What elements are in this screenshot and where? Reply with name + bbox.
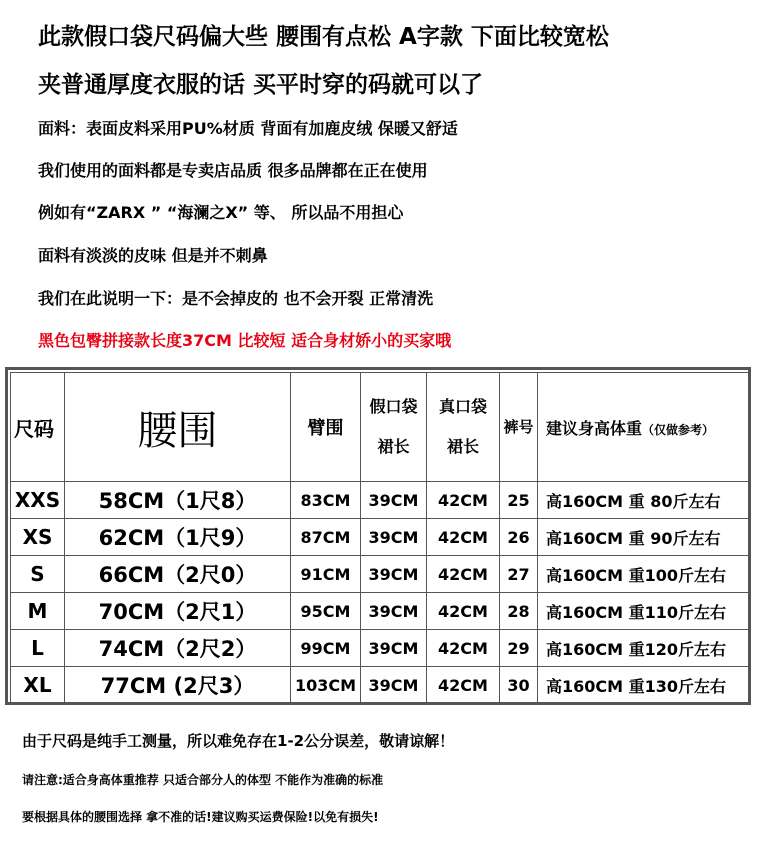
- body-line-quality: 我们使用的面料都是专卖店品质 很多品牌都在正在使用: [38, 161, 428, 180]
- header-real-pocket-bottom: 裙长: [446, 437, 479, 456]
- header-arm: 臂围: [291, 373, 361, 482]
- footer-measurement-note: 由于尺码是纯手工测量，所以难免存在1-2公分误差，敬请谅解！: [22, 732, 455, 750]
- cell-waist: 70CM（2尺1）: [65, 593, 291, 630]
- table-row: [11, 630, 749, 667]
- body-line-durability: 我们在此说明一下：是不会掉皮的 也不会开裂 正常清洗: [38, 289, 434, 308]
- table-header-row: [11, 373, 749, 482]
- highlight-line: 黑色包臀拼接款长度37CM 比较短 适合身材娇小的买家哦: [38, 331, 452, 350]
- cell-real-length: 42CM: [427, 667, 500, 704]
- table-row: [11, 593, 749, 630]
- cell-arm: 95CM: [291, 593, 361, 630]
- body-line-brands: 例如有“ZARX ” “海澜之X” 等、 所以品不用担心: [38, 203, 404, 222]
- cell-arm: 83CM: [291, 482, 361, 519]
- table-row: [11, 667, 749, 704]
- cell-fake-length: 39CM: [361, 593, 427, 630]
- header-real-pocket: [427, 373, 500, 482]
- size-table-frame: [5, 367, 751, 705]
- header-line-2: 夹普通厚度衣服的话 买平时穿的码就可以了: [38, 72, 484, 98]
- header-size: 尺码: [11, 373, 65, 482]
- cell-fake-length: 39CM: [361, 482, 427, 519]
- cell-size: M: [11, 593, 65, 630]
- cell-waist: 77CM (2尺3）: [65, 667, 291, 704]
- cell-height-weight: 高160CM 重130斤左右: [538, 667, 749, 704]
- table-row: [11, 519, 749, 556]
- cell-real-length: 42CM: [427, 593, 500, 630]
- header-height-weight-note: （仅做参考）: [642, 422, 715, 437]
- cell-fake-length: 39CM: [361, 556, 427, 593]
- cell-waist: 62CM（1尺9）: [65, 519, 291, 556]
- cell-arm: 91CM: [291, 556, 361, 593]
- cell-pants-no: 30: [500, 667, 538, 704]
- body-line-smell: 面料有淡淡的皮味 但是并不刺鼻: [38, 246, 268, 265]
- cell-size: L: [11, 630, 65, 667]
- cell-pants-no: 27: [500, 556, 538, 593]
- cell-real-length: 42CM: [427, 519, 500, 556]
- header-fake-pocket-top: 假口袋: [369, 397, 418, 416]
- footer-waist-advice: 要根据具体的腰围选择 拿不准的话!建议购买运费保险!以免有损失!: [22, 810, 379, 824]
- cell-size: XXS: [11, 482, 65, 519]
- header-fake-pocket-bottom: 裙长: [377, 437, 410, 456]
- header-real-pocket-top: 真口袋: [438, 397, 487, 416]
- cell-pants-no: 25: [500, 482, 538, 519]
- cell-arm: 103CM: [291, 667, 361, 704]
- cell-size: XL: [11, 667, 65, 704]
- table-row: [11, 482, 749, 519]
- size-table: [10, 372, 749, 704]
- cell-real-length: 42CM: [427, 482, 500, 519]
- table-row: [11, 556, 749, 593]
- cell-real-length: 42CM: [427, 556, 500, 593]
- cell-height-weight: 高160CM 重100斤左右: [538, 556, 749, 593]
- cell-height-weight: 高160CM 重120斤左右: [538, 630, 749, 667]
- cell-waist: 66CM（2尺0）: [65, 556, 291, 593]
- header-fake-pocket: [361, 373, 427, 482]
- cell-waist: 74CM（2尺2）: [65, 630, 291, 667]
- cell-real-length: 42CM: [427, 630, 500, 667]
- header-pants-no: 裤号: [500, 373, 538, 482]
- header-line-1: 此款假口袋尺码偏大些 腰围有点松 A字款 下面比较宽松: [38, 24, 609, 50]
- cell-size: S: [11, 556, 65, 593]
- footer-recommendation-note: 请注意:适合身高体重推荐 只适合部分人的体型 不能作为准确的标准: [22, 773, 384, 787]
- header-height-weight: [538, 373, 749, 482]
- cell-height-weight: 高160CM 重110斤左右: [538, 593, 749, 630]
- cell-fake-length: 39CM: [361, 667, 427, 704]
- cell-arm: 87CM: [291, 519, 361, 556]
- cell-fake-length: 39CM: [361, 519, 427, 556]
- cell-size: XS: [11, 519, 65, 556]
- cell-fake-length: 39CM: [361, 630, 427, 667]
- cell-height-weight: 高160CM 重 90斤左右: [538, 519, 749, 556]
- header-height-weight-label: 建议身高体重: [546, 418, 643, 438]
- cell-pants-no: 28: [500, 593, 538, 630]
- header-waist: 腰围: [65, 373, 291, 482]
- body-line-fabric: 面料：表面皮料采用PU%材质 背面有加鹿皮绒 保暖又舒适: [38, 119, 458, 138]
- cell-arm: 99CM: [291, 630, 361, 667]
- cell-waist: 58CM（1尺8）: [65, 482, 291, 519]
- cell-height-weight: 高160CM 重 80斤左右: [538, 482, 749, 519]
- cell-pants-no: 26: [500, 519, 538, 556]
- cell-pants-no: 29: [500, 630, 538, 667]
